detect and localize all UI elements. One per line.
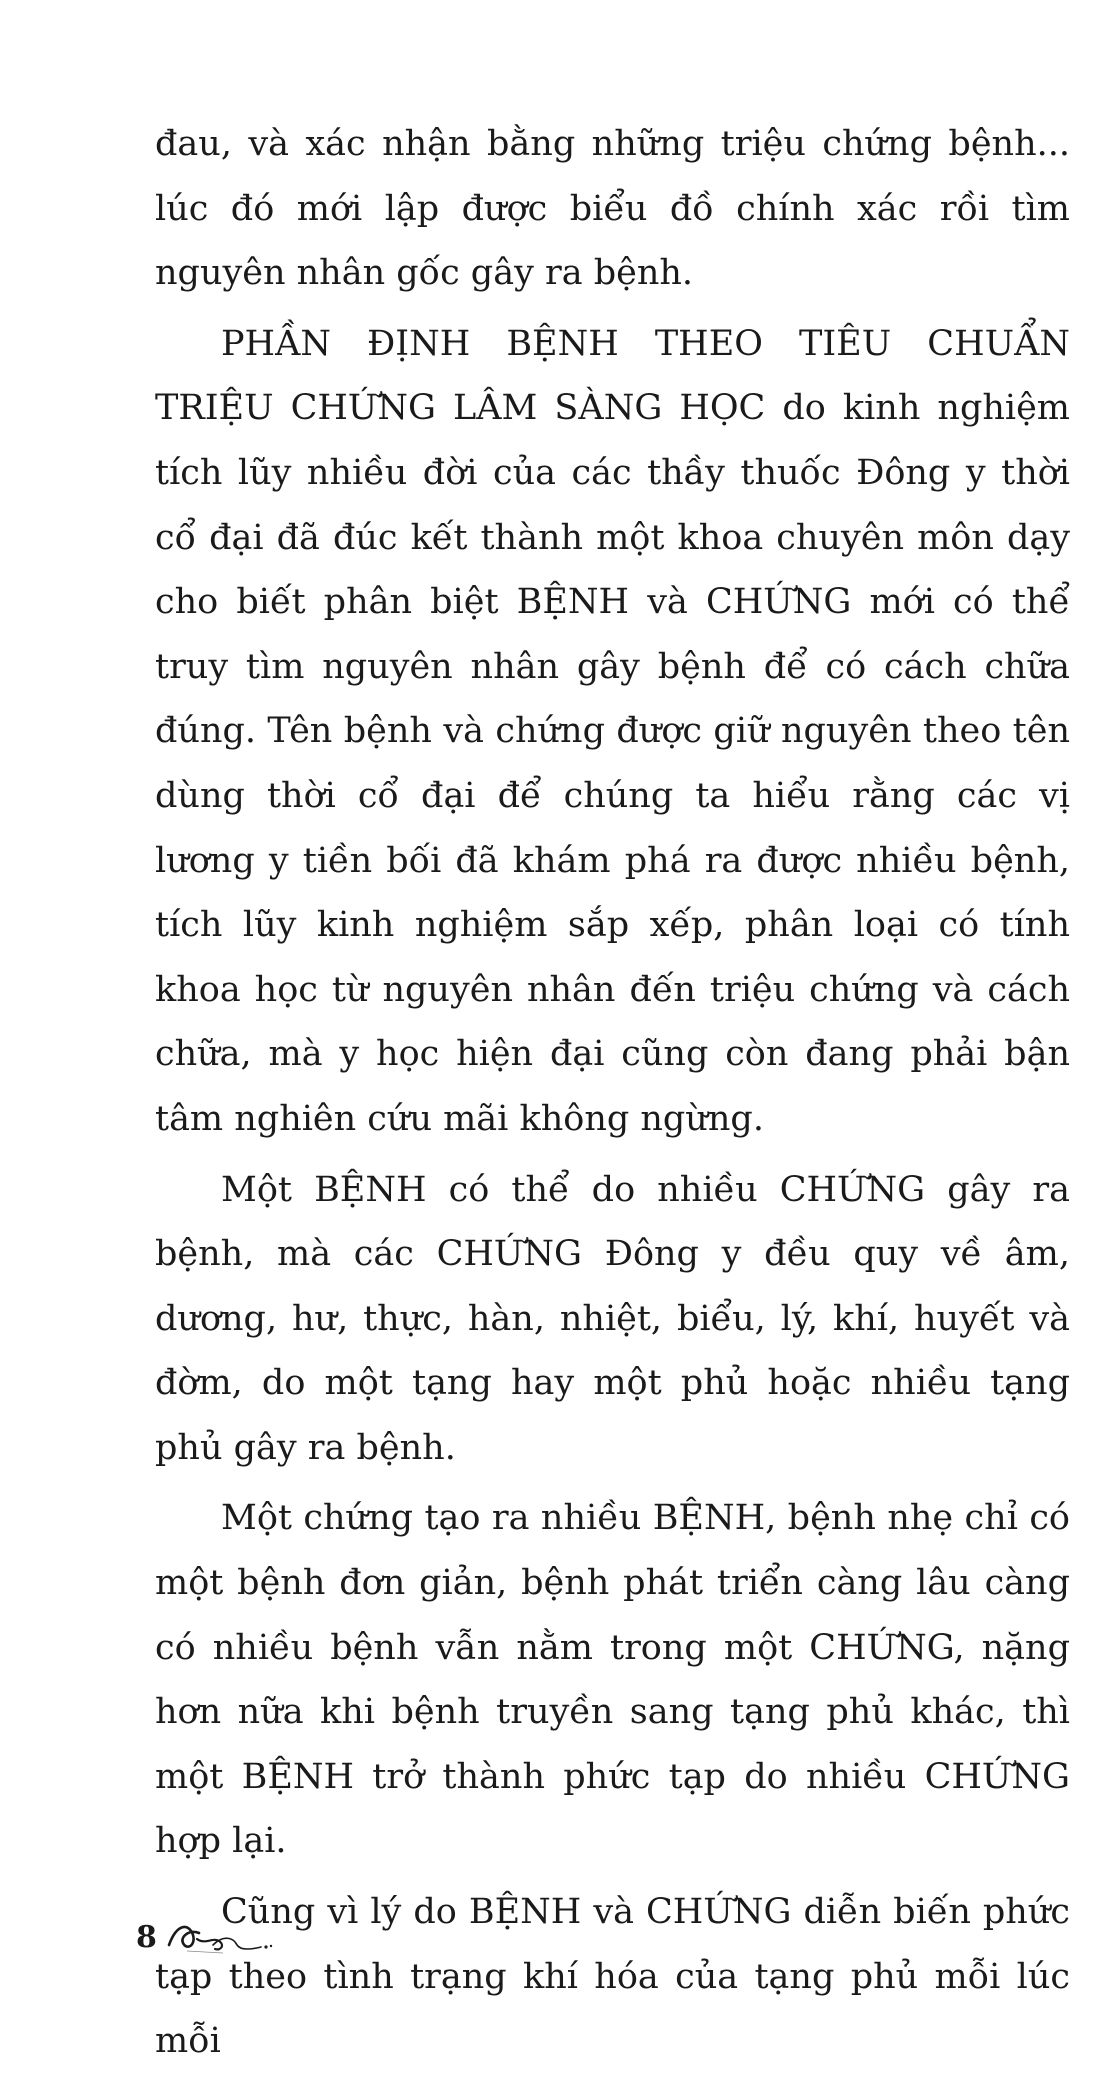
- paragraph: Cũng vì lý do BỆNH và CHỨNG diễn biến phức tạp theo tình trạng khí hóa của tạng phủ mỗi lúc mỗi: [155, 1892, 1070, 2062]
- page-number: 8: [136, 1919, 157, 1955]
- ornament-swirl-icon: [163, 1915, 273, 1959]
- page-footer: [136, 1912, 273, 1962]
- paragraph: PHẦN ĐỊNH BỆNH THEO TIÊU CHUẨN TRIỆU CHỨNG LÂM SÀNG HỌC do kinh nghiệm tích lũy nhiều đời của các thầy thuốc Đông y thời cổ đại đã đúc kết thành một khoa chuyên môn dạy cho biết phân biệt BỆNH và CHỨNG mới có thể truy tìm nguyên nhân gây bệnh để có cách chữa đúng. Tên bệnh và chứng được giữ nguyên theo tên dùng thời cổ đại để chúng ta hiểu rằng các vị lương y tiền bối đã khám phá ra được nhiều bệnh, tích lũy kinh nghiệm sắp xếp, phân loại có tính khoa học từ nguyên nhân đến triệu chứng và cách chữa, mà y học hiện đại cũng còn đang phải bận tâm nghiên cứu mãi không ngừng.: [155, 323, 1070, 1139]
- paragraph: Một chứng tạo ra nhiều BỆNH, bệnh nhẹ chỉ có một bệnh đơn giản, bệnh phát triển càng lâu càng có nhiều bệnh vẫn nằm trong một CHỨNG, nặng hơn nữa khi bệnh truyền sang tạng phủ khác, thì một BỆNH trở thành phức tạp do nhiều CHỨNG hợp lại.: [155, 1498, 1070, 1862]
- paragraph-continued: đau, và xác nhận bằng những triệu chứng bệnh... lúc đó mới lập được biểu đồ chính xác rồi tìm nguyên nhân gốc gây ra bệnh.: [155, 124, 1070, 294]
- paragraph: Một BỆNH có thể do nhiều CHỨNG gây ra bệnh, mà các CHỨNG Đông y đều quy về âm, dương, hư, thực, hàn, nhiệt, biểu, lý, khí, huyết và đờm, do một tạng hay một phủ hoặc nhiều tạng phủ gây ra bệnh.: [155, 1169, 1070, 1468]
- body-text: [155, 112, 1070, 2074]
